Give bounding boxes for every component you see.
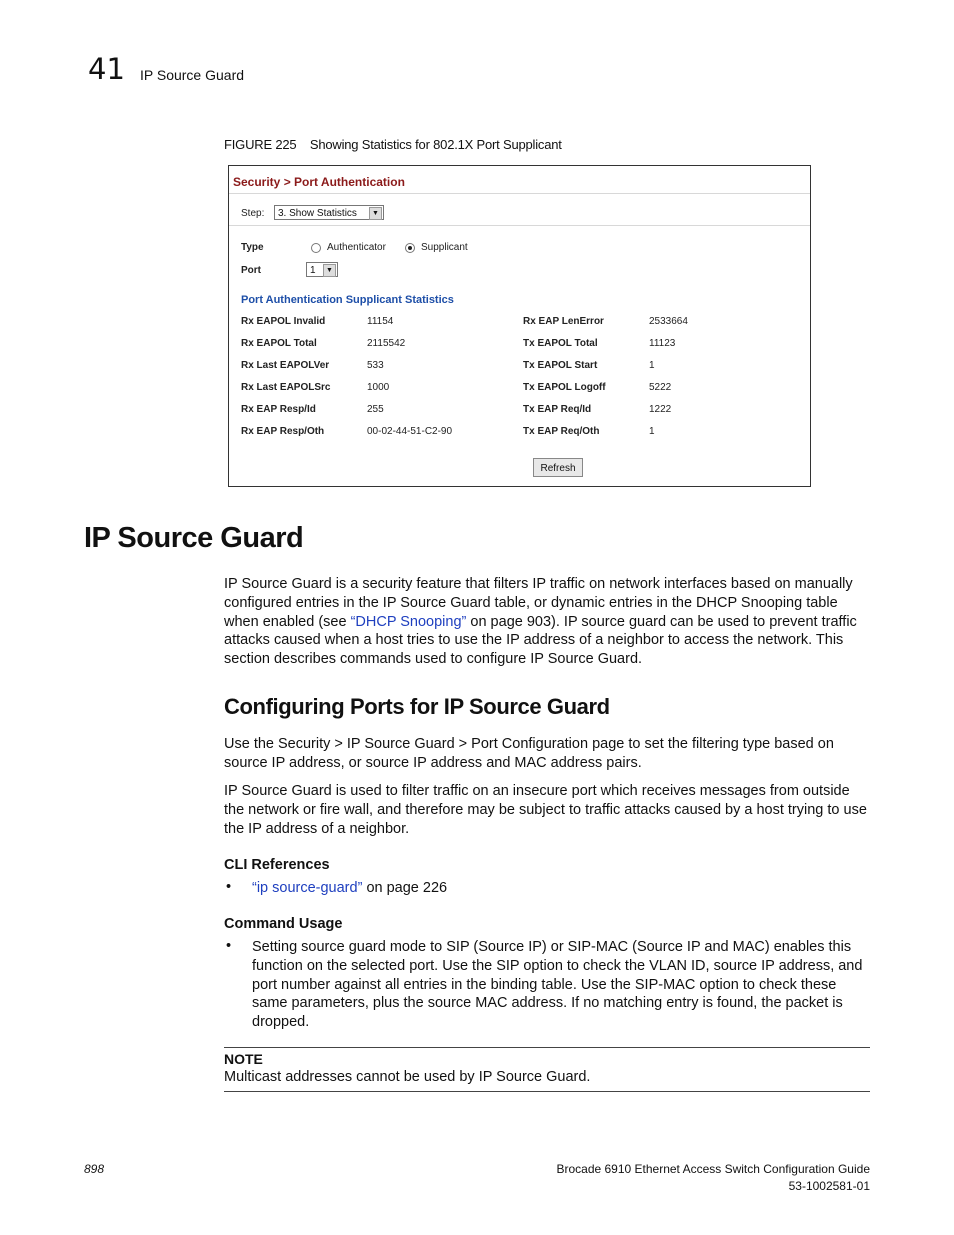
- usage-text: Setting source guard mode to SIP (Source IP) or SIP-MAC (Source IP and MAC) enables this function on the selected port. Use the SIP option to check the VLAN ID, source IP address, and port number against all entries in the binding table. Use the SIP-MAC option to check these same parameters, plus the source MAC address. If no matching entry is found, the packet is dropped.: [252, 939, 863, 1031]
- stat-value: 533: [367, 360, 384, 371]
- stat-label: Tx EAP Req/Oth: [523, 426, 600, 437]
- note-title: NOTE: [224, 1051, 263, 1067]
- doc-number: 53-1002581-01: [788, 1179, 870, 1193]
- figure-caption-text: Showing Statistics for 802.1X Port Supplicant: [309, 137, 562, 152]
- stat-label: Tx EAPOL Start: [523, 360, 598, 371]
- intro-paragraph: IP Source Guard is a security feature that filters IP traffic on network interfaces based on manually configured entries in the IP Source Guard table, or dynamic entries in the DHCP Snooping table when enabled (see “DHCP Snooping” on page 903). IP source guard can be used to prevent traffic attacks caused when a host tries to use the IP address of a neighbor to access the network. This section describes commands used to configure IP Source Guard.: [224, 576, 857, 668]
- step-select[interactable]: [274, 205, 384, 220]
- subsection-heading: Configuring Ports for IP Source Guard: [224, 694, 610, 719]
- type-label: Type: [241, 242, 264, 253]
- bullet: •: [226, 938, 232, 954]
- stat-label: Rx EAPOL Total: [241, 338, 317, 349]
- usage-heading: Command Usage: [224, 916, 343, 932]
- stat-value: 2533664: [649, 316, 688, 327]
- stat-label: Rx Last EAPOLVer: [241, 360, 330, 371]
- page-number: 898: [84, 1162, 105, 1176]
- stat-value: 2115542: [367, 338, 406, 349]
- dhcp-snooping-link[interactable]: “DHCP Snooping”: [350, 613, 467, 630]
- note-text: Multicast addresses cannot be used by IP Source Guard.: [224, 1069, 591, 1085]
- note-box: [224, 1047, 870, 1092]
- port-select[interactable]: [306, 262, 338, 277]
- cli-reference: “ip source-guard” on page 226: [252, 880, 448, 896]
- figure-caption: [224, 137, 562, 152]
- book-title: Brocade 6910 Ethernet Access Switch Configuration Guide: [556, 1162, 870, 1176]
- stat-value: 1222: [649, 404, 672, 415]
- stat-label: Rx Last EAPOLSrc: [241, 382, 331, 393]
- figure-screenshot: [228, 165, 811, 487]
- stat-label: Tx EAPOL Logoff: [523, 382, 606, 393]
- stat-value: 11154: [367, 316, 394, 327]
- stat-label: Rx EAP Resp/Oth: [241, 426, 325, 437]
- paragraph: Use the Security > IP Source Guard > Port Configuration page to set the filtering type based on source IP address, or source IP address and MAC address pairs.: [224, 736, 834, 771]
- port-select-value: 1: [310, 265, 316, 276]
- stat-value: 11123: [649, 338, 676, 349]
- stat-label: Rx EAP LenError: [523, 316, 604, 327]
- radio-supplicant-label: Supplicant: [421, 242, 468, 253]
- stat-label: Rx EAPOL Invalid: [241, 316, 326, 327]
- bullet: •: [226, 879, 232, 895]
- radio-authenticator-label: Authenticator: [327, 242, 386, 253]
- chevron-down-icon: ▼: [323, 264, 336, 277]
- stat-label: Tx EAPOL Total: [523, 338, 598, 349]
- stat-value: 5222: [649, 382, 672, 393]
- screenshot-breadcrumb: Security > Port Authentication: [233, 175, 405, 189]
- chapter-title: IP Source Guard: [140, 67, 245, 83]
- chevron-down-icon: ▼: [369, 207, 382, 220]
- radio-authenticator[interactable]: [311, 243, 321, 253]
- stat-label: Rx EAP Resp/Id: [241, 404, 316, 415]
- figure-label: FIGURE 225: [224, 137, 297, 152]
- stat-label: Tx EAP Req/Id: [523, 404, 592, 415]
- stat-value: 1000: [367, 382, 390, 393]
- radio-supplicant[interactable]: [405, 243, 415, 253]
- chapter-number: 41: [88, 52, 125, 86]
- stat-value: 00-02-44-51-C2-90: [367, 426, 453, 437]
- stat-value: 1: [649, 426, 655, 437]
- port-label: Port: [241, 265, 261, 276]
- paragraph: IP Source Guard is used to filter traffic on an insecure port which receives messages from outside the network or fire wall, and therefore may be subject to traffic attacks caused by a host trying to use the IP address of a neighbor.: [224, 783, 867, 837]
- stat-value: 255: [367, 404, 384, 415]
- section-title: Port Authentication Supplicant Statistics: [241, 294, 454, 306]
- ip-source-guard-link[interactable]: “ip source-guard”: [252, 880, 363, 896]
- divider: [229, 193, 810, 194]
- step-select-value: 3. Show Statistics: [278, 208, 357, 219]
- cli-heading: CLI References: [224, 857, 330, 873]
- refresh-button[interactable]: Refresh: [533, 458, 583, 477]
- divider: [229, 225, 810, 226]
- step-label: Step:: [241, 208, 265, 219]
- section-heading: IP Source Guard: [84, 522, 304, 554]
- stat-value: 1: [649, 360, 655, 371]
